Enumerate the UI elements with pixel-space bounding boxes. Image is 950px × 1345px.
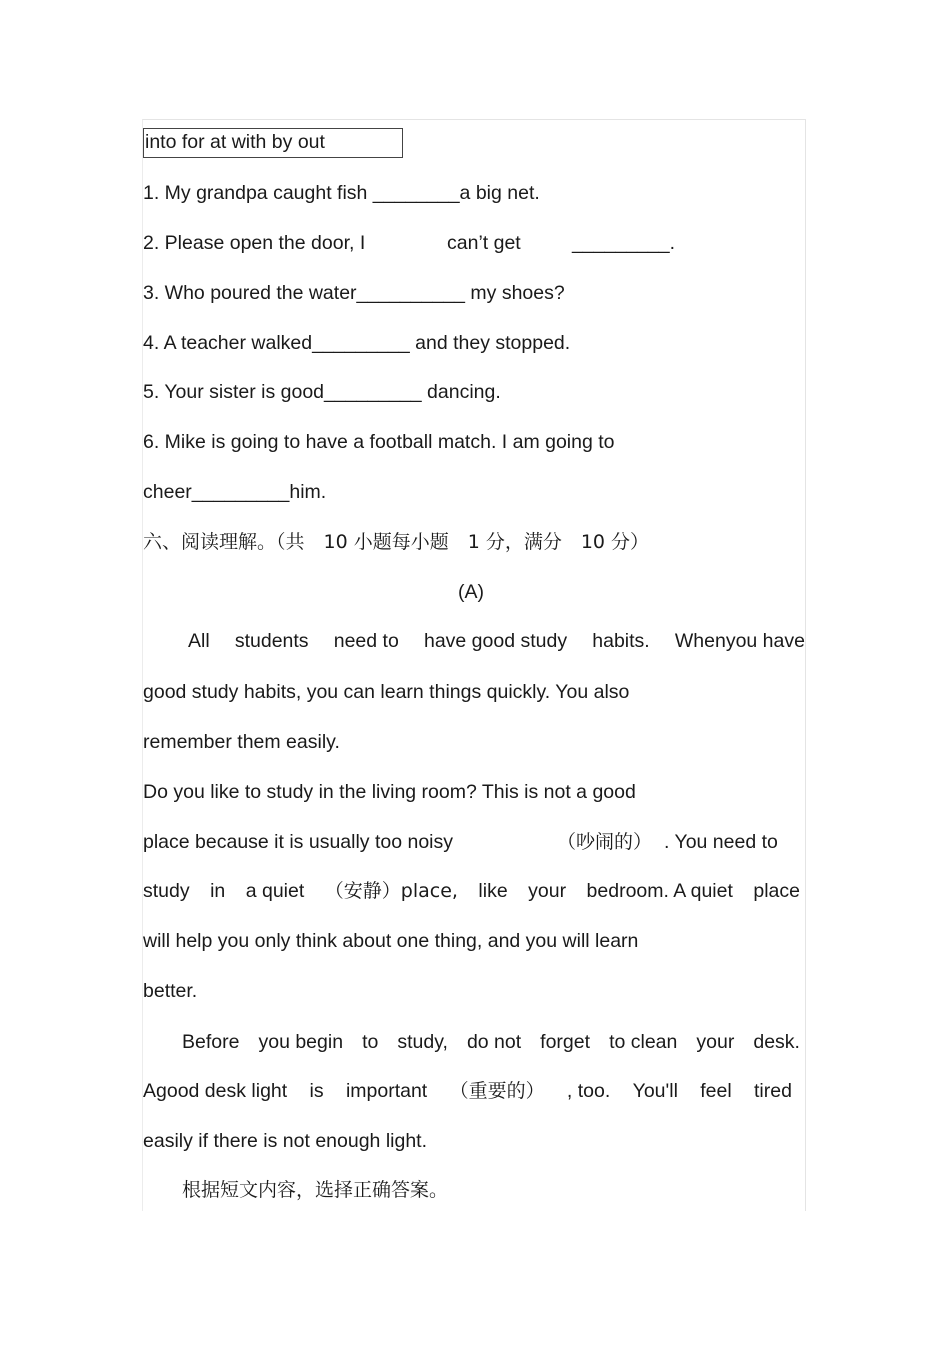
word: to clean bbox=[609, 1031, 678, 1053]
word: （安静）place, bbox=[324, 880, 458, 902]
passage-p1-line-2: good study habits, you can learn things quickly. You also bbox=[143, 681, 630, 703]
word: do not bbox=[466, 1031, 522, 1053]
word: desk. bbox=[753, 1031, 800, 1053]
section-heading: 六、阅读理解。（共 10 小题每小题 1 分，满分 10 分） bbox=[143, 531, 650, 553]
word: tired bbox=[754, 1080, 792, 1102]
word: your bbox=[696, 1031, 735, 1053]
word: Agood desk light bbox=[143, 1080, 288, 1102]
word: （重要的） bbox=[449, 1080, 545, 1102]
word: important bbox=[345, 1080, 428, 1102]
passage-p2-line-3 bbox=[143, 879, 800, 903]
word: need to bbox=[333, 630, 399, 652]
passage-p2-line-4: will help you only think about one thing, and you will learn bbox=[143, 930, 639, 952]
word: Before bbox=[182, 1031, 240, 1053]
passage-p1-line-1 bbox=[188, 629, 805, 653]
word: students bbox=[234, 630, 309, 652]
word: study bbox=[143, 880, 190, 902]
word: feel bbox=[700, 1080, 732, 1102]
word: habits. bbox=[592, 630, 650, 652]
question-2-part-1: 2. Please open the door, I bbox=[143, 232, 366, 254]
word: bedroom. A quiet bbox=[586, 880, 733, 902]
question-2-part-2: can’t get bbox=[447, 232, 521, 254]
question-4: 4. A teacher walked_________ and they stopped. bbox=[143, 332, 571, 354]
word: study, bbox=[397, 1031, 448, 1053]
question-3: 3. Who poured the water__________ my shoes? bbox=[143, 282, 565, 304]
passage-p3-line-2 bbox=[143, 1079, 792, 1103]
question-6-line-1: 6. Mike is going to have a football match. I am going to bbox=[143, 431, 615, 453]
question-6-line-2: cheer_________him. bbox=[143, 481, 327, 503]
word: a quiet bbox=[245, 880, 305, 902]
passage-p2-line-2a: place because it is usually too noisy bbox=[143, 831, 454, 853]
word: you begin bbox=[258, 1031, 344, 1053]
word: You'll bbox=[632, 1080, 678, 1102]
passage-p3-line-3: easily if there is not enough light. bbox=[143, 1130, 428, 1152]
passage-p3-line-1 bbox=[182, 1030, 800, 1054]
word: have good study bbox=[423, 630, 568, 652]
word-bank-box: into for at with by out bbox=[143, 128, 403, 158]
passage-label: (A) bbox=[458, 581, 484, 603]
passage-p2-line-1: Do you like to study in the living room? This is not a good bbox=[143, 781, 636, 803]
word: Whenyou have bbox=[674, 630, 805, 652]
word: , too. bbox=[566, 1080, 611, 1102]
question-1: 1. My grandpa caught fish ________a big net. bbox=[143, 182, 540, 204]
passage-p2-line-5: better. bbox=[143, 980, 198, 1002]
word: like bbox=[478, 880, 508, 902]
word: is bbox=[309, 1080, 324, 1102]
word: in bbox=[210, 880, 226, 902]
instruction: 根据短文内容，选择正确答案。 bbox=[182, 1179, 449, 1201]
word: All bbox=[188, 630, 210, 652]
word: place bbox=[753, 880, 800, 902]
passage-p2-line-2b: （吵闹的） bbox=[557, 831, 653, 853]
word: your bbox=[528, 880, 567, 902]
passage-p1-line-3: remember them easily. bbox=[143, 731, 340, 753]
question-2-part-3: _________. bbox=[572, 232, 676, 254]
passage-p2-line-2c: . You need to bbox=[664, 831, 778, 853]
question-5: 5. Your sister is good_________ dancing. bbox=[143, 381, 501, 403]
word: to bbox=[362, 1031, 379, 1053]
word: forget bbox=[540, 1031, 591, 1053]
